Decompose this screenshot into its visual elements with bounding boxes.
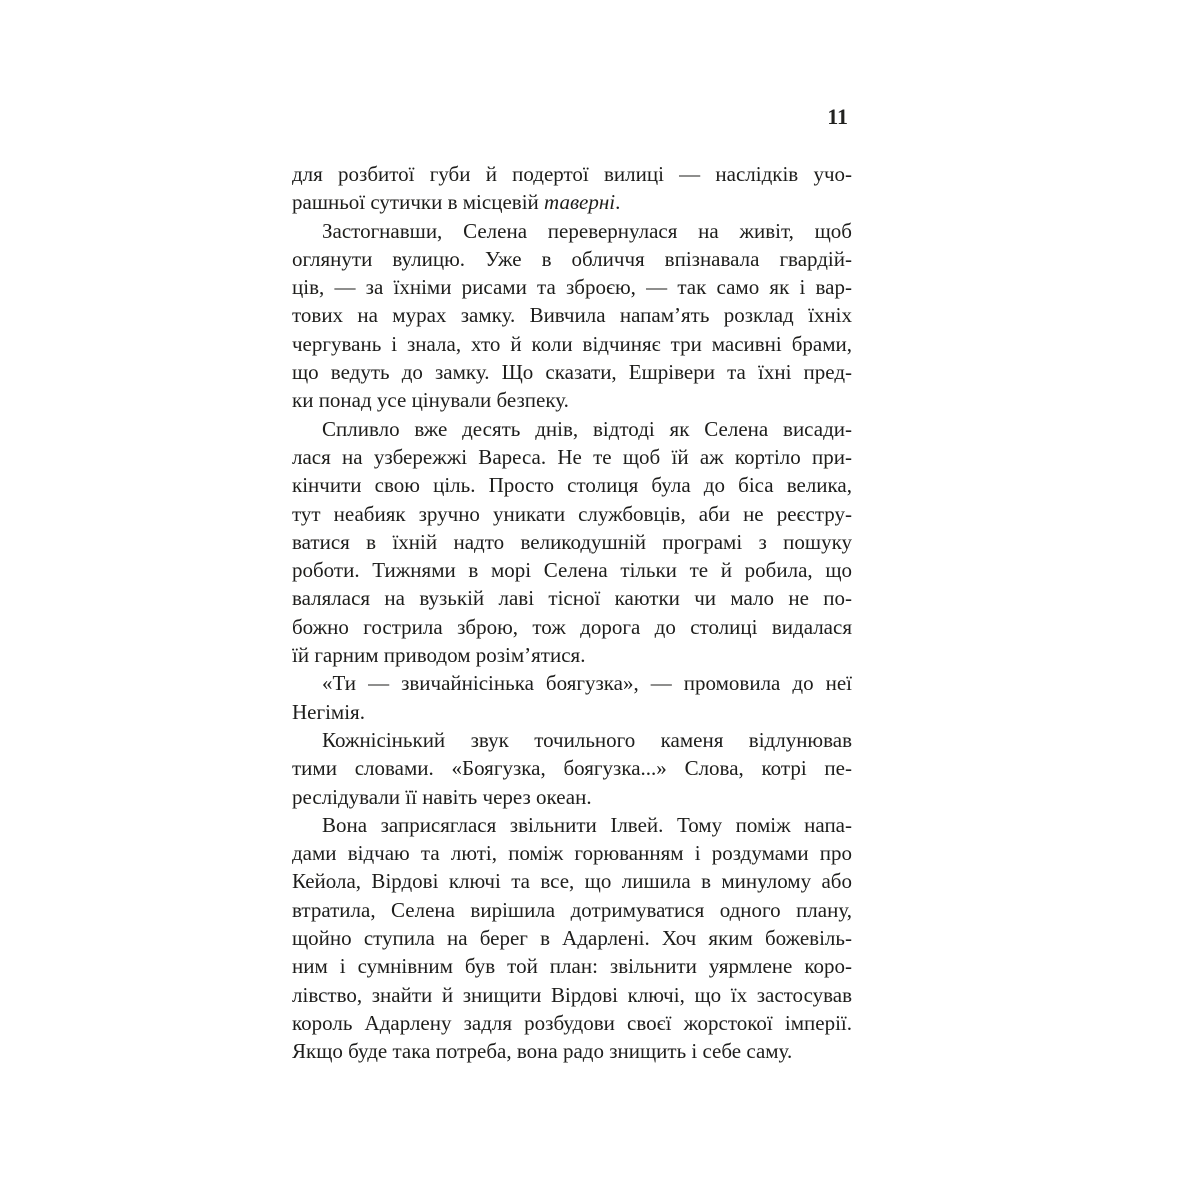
text-segment: реслідували її навіть через океан. <box>292 784 592 809</box>
text-segment: лася на узбережжі Вареса. Не те щоб їй аж кортіло при- <box>292 444 852 469</box>
text-segment: тут неабияк зручно уникати службовців, аби не реєстру- <box>292 501 852 526</box>
text-line <box>292 330 852 358</box>
text-line <box>292 584 852 612</box>
italic-text-segment: таверні <box>544 190 616 215</box>
text-segment: ки понад усе цінували безпеку. <box>292 388 569 413</box>
text-segment: Якщо буде така потреба, вона радо знищить і себе саму. <box>292 1039 793 1064</box>
text-segment: ців, — за їхніми рисами та зброєю, — так само як і вар- <box>292 275 852 300</box>
text-segment: валялася на вузькій лаві тісної каютки чи мало не по- <box>292 586 852 611</box>
text-line <box>292 613 852 641</box>
text-line <box>292 811 852 839</box>
text-line <box>292 500 852 528</box>
text-line <box>292 160 852 188</box>
text-line <box>292 358 852 386</box>
text-line <box>292 528 852 556</box>
text-segment: що ведуть до замку. Що сказати, Ешрівери та їхні пред- <box>292 360 852 385</box>
text-line <box>292 896 852 924</box>
text-line <box>292 839 852 867</box>
text-segment: оглянути вулицю. Уже в обличчя впізнавала гвардій- <box>292 246 852 271</box>
text-segment: Кейола, Вірдові ключі та все, що лишила в минулому або <box>292 869 852 894</box>
text-segment: . <box>615 190 621 215</box>
text-line <box>292 726 852 754</box>
text-line <box>292 188 852 216</box>
text-segment: їй гарним приводом розім’ятися. <box>292 643 586 668</box>
text-line <box>292 867 852 895</box>
text-line <box>292 669 852 697</box>
text-line <box>292 981 852 1009</box>
text-line <box>292 1009 852 1037</box>
text-line <box>292 924 852 952</box>
text-segment: роботи. Тижнями в морі Селена тільки те й робила, що <box>292 558 852 583</box>
text-line <box>292 415 852 443</box>
text-line <box>292 641 852 669</box>
page-number: 11 <box>827 104 848 129</box>
text-segment: щойно ступила на берег в Адарлені. Хоч яким божевіль- <box>292 926 852 951</box>
text-line <box>292 754 852 782</box>
text-segment: ватися в їхній надто великодушній програмі з пошуку <box>292 529 852 554</box>
text-line <box>292 245 852 273</box>
text-segment: дами відчаю та люті, поміж горюванням і роздумами про <box>292 841 852 866</box>
text-line <box>292 273 852 301</box>
text-line <box>292 698 852 726</box>
text-segment: рашньої сутички в місцевій <box>292 190 545 215</box>
text-segment: божно гострила зброю, тож дорога до столиці видалася <box>292 614 852 639</box>
text-line <box>292 386 852 414</box>
text-segment: чергувань і знала, хто й коли відчиняє три масивні брами, <box>292 331 852 356</box>
text-segment: Негімія. <box>292 699 365 724</box>
text-line <box>292 217 852 245</box>
text-segment: втратила, Селена вирішила дотримуватися одного плану, <box>292 897 852 922</box>
text-line <box>292 471 852 499</box>
text-line <box>292 301 852 329</box>
text-segment: для розбитої губи й подертої вилиці — наслідків учо- <box>292 162 852 186</box>
text-segment: Кожнісінький звук точильного каменя відлунював <box>322 727 852 752</box>
text-segment: тових на мурах замку. Вивчила напам’ять розклад їхніх <box>292 303 852 328</box>
text-line <box>292 1037 852 1065</box>
text-segment: «Ти — звичайнісінька боягузка», — промовила до неї <box>322 671 852 696</box>
text-line <box>292 443 852 471</box>
text-line <box>292 556 852 584</box>
text-segment: лівство, знайти й знищити Вірдові ключі, що їх застосував <box>292 982 852 1007</box>
text-segment: ним і сумнівним був той план: звільнити уярмлене коро- <box>292 954 852 979</box>
text-line <box>292 952 852 980</box>
text-segment: Вона заприсяглася звільнити Ілвей. Тому поміж напа- <box>322 812 852 837</box>
text-segment: Спливло вже десять днів, відтоді як Селена висади- <box>322 416 852 441</box>
page-text-body <box>292 160 852 1066</box>
text-segment: тими словами. «Боягузка, боягузка...» Слова, котрі пе- <box>292 756 852 781</box>
text-line <box>292 783 852 811</box>
text-segment: Застогнавши, Селена перевернулася на живіт, щоб <box>322 218 852 243</box>
text-segment: кінчити свою ціль. Просто столиця була до біса велика, <box>292 473 852 498</box>
text-segment: король Адарлену задля розбудови своєї жорстокої імперії. <box>292 1010 852 1035</box>
